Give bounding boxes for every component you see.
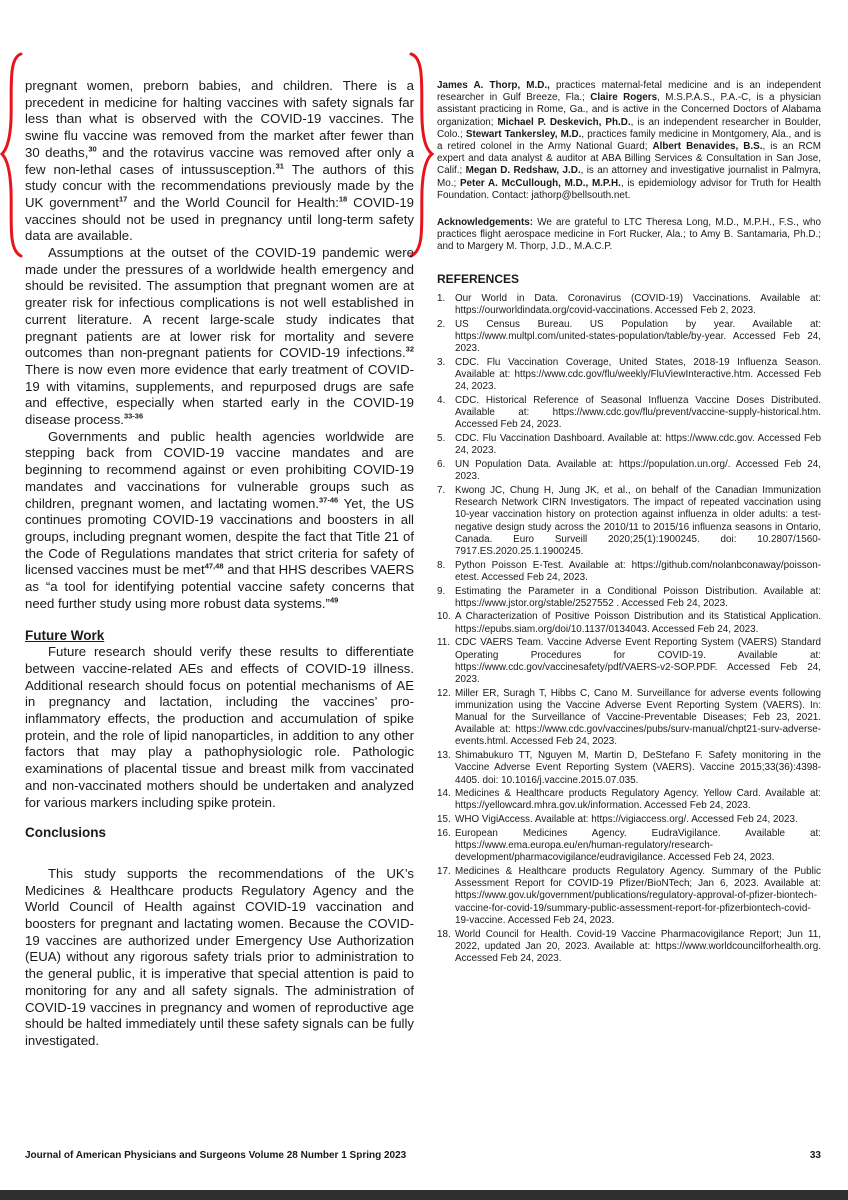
author-name: Stewart Tankersley, M.D.: [465, 128, 582, 140]
reference-item: [437, 828, 821, 865]
reference-text: Medicines & Healthcare products Regulatory Agency. Summary of the Public Assessment Report for COVID-19 Pfizer/BioNTech; Jan 6, 2023. Available at: https://www.gov.uk/government/publications/regulatory-approval-of-pfizer-biontech-vaccine-for-covid-19/summary-public-assessment-report-for-pfizerbiontech-covid-19-vaccine. Accessed Feb 24, 2023.: [455, 865, 821, 926]
author-description: , is epidemiology advisor for Truth for Health Foundation. Contact: jathorp@bellsouth.net.: [437, 177, 821, 201]
author-name: Claire Rogers: [590, 92, 658, 104]
reference-text: World Council for Health. Covid-19 Vaccine Pharmacovigilance Report; Jun 11, 2022, updated Jan 20, 2023. Available at: https://www.worldcouncilforhealth.org. Accessed Feb 24, 2023.: [455, 928, 821, 964]
reference-number: 4.: [437, 394, 446, 406]
author-description: practices maternal-fetal medicine and is an independent researcher in Gulf Breeze, Fla.;: [437, 80, 821, 104]
reference-number: 7.: [437, 484, 446, 496]
reference-item: [437, 459, 821, 483]
reference-number: 10.: [437, 611, 451, 623]
reference-text: Our World in Data. Coronavirus (COVID-19) Vaccinations. Available at: https://ourworldindata.org/covid-vaccinations. Accessed Feb 2, 2023.: [455, 292, 821, 317]
reference-number: 18.: [437, 928, 451, 940]
reference-text: US Census Bureau. US Population by year. Available at: https://www.multpl.com/united-states-population/table/by-year. Accessed Feb 24, 2023.: [455, 318, 821, 355]
reference-item: [437, 688, 821, 749]
reference-text: UN Population Data. Available at: https://population.un.org/. Accessed Feb 24, 2023.: [455, 458, 821, 483]
reference-item: [437, 750, 821, 787]
future-work-paragraph: Future research should verify these results to differentiate between vaccine-related AEs and effects of COVID-19 illness. Additional research should focus on potential mechanisms of AE in pregnancy and lactation, including the vaccines’ pro-inflammatory effects, the production and accumulation of spike protein, and the role of lipid nanoparticles, in addition to any other factors that may play a pathophysiologic role. Pathologic examinations of placental tissue and breast milk from vaccinated and non-vaccinated mothers should be undertaken and analyzed for various markers including spike protein.: [25, 644, 414, 810]
author-name: James A. Thorp, M.D.,: [437, 80, 550, 91]
reference-number: 9.: [437, 585, 446, 597]
reference-number: 15.: [437, 814, 451, 826]
page-footer: [25, 1150, 821, 1161]
reference-item: [437, 586, 821, 610]
reference-item: [437, 357, 821, 394]
conclusions-heading: Conclusions: [25, 825, 107, 841]
reference-number: 11.: [437, 637, 450, 649]
left-annotation-bracket: [0, 50, 26, 260]
reference-text: A Characterization of Positive Poisson Distribution and its Statistical Application. https://epubs.siam.org/doi/10.1137/0134043. Accessed Feb 24, 2023.: [455, 611, 821, 635]
right-bracket-stroke: [411, 54, 432, 256]
reference-number: 2.: [437, 318, 446, 330]
author-description: , M.S.P.A.S., P.A.-C, is a physician assistant practicing in Rome, Ga., and is active in the Concerned Doctors of Alabama organization;: [437, 92, 822, 128]
author-name: Peter A. McCullough, M.D., M.P.H.: [459, 177, 621, 189]
reference-item: [437, 929, 821, 966]
author-description: , is an independent researcher in Boulder, Colo.;: [437, 116, 821, 140]
reference-number: 16.: [437, 827, 451, 839]
reference-number: 12.: [437, 687, 451, 699]
right-column: [437, 80, 821, 967]
reference-text: Medicines & Healthcare products Regulatory Agency. Yellow Card. Available at: https://yellowcard.mhra.gov.uk/information. Accessed Feb 24, 2023.: [455, 788, 821, 812]
paragraph-governments: Governments and public health agencies worldwide are stepping back from COVID-19 vaccine mandates and are beginning to recommend against or even prohibiting COVID-19 mandates and vaccinations for vulnerable groups such as children, pregnant women, and lactating women.$^{37-46}$ Yet, the US continues promoting COVID-19 vaccinations and boosters in all groups, including pregnant women, despite the fact that Title 21 of the Code of Regulations mandates that strict criteria for safety of licensed vaccines must be met$^{47,48}$ and that HHS describes VAERS as “a tool for identifying potential vaccine safety concerns that need further study using more robust data systems.”$^{49}$: [25, 428, 414, 611]
reference-text: Estimating the Parameter in a Conditional Poisson Distribution. Available at: https://www.jstor.org/stable/2527552 . Accessed Feb 24, 2023.: [455, 585, 821, 609]
reference-text: CDC VAERS Team. Vaccine Adverse Event Reporting System (VAERS) Standard Operating Procedures for COVID-19. Available at: https://www.cdc.gov/vaccinesafety/pdf/VAERS-v2-SOP.PDF. Accessed Feb 24, 2023.: [455, 637, 821, 685]
reference-number: 6.: [437, 458, 446, 470]
future-work-heading: Future Work: [25, 627, 105, 643]
reference-text: Kwong JC, Chung H, Jung JK, et al., on behalf of the Canadian Immunization Research Network CIRN Investigators. The impact of repeated vaccination using 10-year vaccination history on protection against influenza in older adults: a test-negative design study across the 2010/11 to 2015/16 influenza seasons in Ontario, Canada. Euro Surveill 2020;25(1):1900245. doi: 10.2807/1560-7917.ES.2020.25.1.1900245.: [455, 484, 821, 557]
reference-text: WHO VigiAccess. Available at: https://vigiaccess.org/. Accessed Feb 24, 2023.: [455, 814, 798, 826]
paragraph-halting-vaccines: pregnant women, preborn babies, and children. There is a precedent in medicine for halting vaccines with safety signals far less than what is observed with the COVID-19 vaccines. The swine flu vaccine was removed from the market after fewer than 30 deaths,$^{30}$ and the rotavirus vaccine was removed after only a few non-lethal cases of intussusception.$^{31}$ The authors of this study concur with the recommendations previously made by the UK government$^{17}$ and the World Council for Health:$^{18}$ COVID-19 vaccines should not be used in pregnancy until long-term safety data are available.: [25, 78, 415, 244]
author-name: Albert Benavides, B.S.: [652, 141, 763, 153]
reference-number: 17.: [437, 865, 451, 877]
reference-text: Python Poisson E-Test. Available at: https://github.com/nolanbconaway/poisson-etest. Accessed Feb 24, 2023.: [455, 559, 821, 583]
reference-number: 14.: [437, 788, 451, 800]
left-bracket-stroke: [2, 54, 21, 256]
reference-text: CDC. Flu Vaccination Coverage, United States, 2018-19 Influenza Season. Available at: https://www.cdc.gov/flu/weekly/FluViewInteractive.htm. Accessed Feb 24, 2023.: [455, 356, 821, 393]
reference-item: [437, 814, 821, 826]
reference-item: [437, 433, 821, 457]
author-name: Megan D. Redshaw, J.D.: [465, 165, 581, 177]
acknowledgements: Acknowledgements: We are grateful to LTC Theresa Long, M.D., M.P.H., F.S., who practices flight aerospace medicine in Fort Rucker, Ala.; to Amy B. Santamaria, Ph.D.; and to Margery M. Thorp, J.D., M.A.C.P.: [437, 217, 821, 253]
reference-item: [437, 319, 821, 356]
reference-item: [437, 293, 821, 317]
reference-number: 1.: [437, 292, 446, 304]
author-description: , is an attorney and investigative journalist in Palmyra, Mo.;: [437, 165, 821, 189]
reference-text: CDC. Historical Reference of Seasonal Influenza Vaccine Doses Distributed. Available at: https://www.cdc.gov/flu/prevent/vaccine-supply-historical.htm. Accessed Feb 24, 2023.: [455, 394, 821, 431]
author-description: , is an RCM expert and data analyst & auditor at ABA Billing Services & Consultation in San Jose, Calif.;: [437, 141, 821, 177]
reference-item: [437, 560, 821, 584]
reference-item: [437, 866, 821, 927]
bottom-scan-edge: [0, 1190, 848, 1200]
reference-number: 8.: [437, 559, 446, 571]
reference-item: [437, 485, 821, 558]
left-column: [25, 78, 414, 1050]
reference-item: [437, 788, 821, 812]
reference-number: 5.: [437, 433, 446, 445]
reference-item: [437, 395, 821, 432]
author-name: Michael P. Deskevich, Ph.D.: [497, 116, 631, 128]
reference-number: 13.: [437, 750, 451, 762]
reference-item: [437, 611, 821, 635]
references-heading: REFERENCES: [437, 271, 520, 286]
reference-text: European Medicines Agency. EudraVigilance. Available at: https://www.ema.europa.eu/en/human-regulatory/research-development/pharmacovigilance/eudravigilance. Accessed Feb 24, 2023.: [455, 827, 821, 864]
references-list: [437, 293, 821, 965]
paragraph-assumptions: Assumptions at the outset of the COVID-19 pandemic were made under the pressures of a worldwide health emergency and should be revisited. The assumption that pregnant women are at greater risk for infectious complications is not well established in current literature. A recent large-scale study indicates that pregnant patients are at lower risk for mortality and severe outcomes than non-pregnant patients for COVID-19 infections.$^{32}$ There is now even more evidence that early treatment of COVID-19 with vitamins, supplements, and repurposed drugs are safe and effective, especially when started early in the COVID-19 disease process.$^{33-36}$: [25, 245, 414, 428]
reference-item: [437, 637, 821, 686]
reference-text: CDC. Flu Vaccination Dashboard. Available at: https://www.cdc.gov. Accessed Feb 24, 2023.: [455, 433, 821, 457]
reference-text: Miller ER, Suragh T, Hibbs C, Cano M. Surveillance for adverse events following immunization using the Vaccine Adverse Event Reporting System (VAERS). In: Manual for the Surveillance of Vaccine-Preventable Diseases; Feb 23, 2021. Available at: https://www.cdc.gov/vaccines/pubs/surv-manual/chpt21-surv-adverse-events.html. Accessed Feb 24, 2023.: [455, 687, 821, 748]
reference-number: 3.: [437, 356, 446, 368]
journal-citation: Journal of American Physicians and Surgeons Volume 28 Number 1 Spring 2023: [25, 1150, 407, 1161]
author-affiliations: [437, 80, 821, 202]
author-description: , practices family medicine in Montgomery, Ala., and is a retired colonel in the Army National Guard;: [437, 128, 821, 153]
page-number: 33: [809, 1150, 821, 1161]
reference-text: Shimabukuro TT, Nguyen M, Martin D, DeStefano F. Safety monitoring in the Vaccine Adverse Event Reporting System (VAERS). Vaccine 2015;33(36):4398-4405. doi: 10.1016/j.vaccine.2015.07.035.: [455, 750, 821, 786]
conclusions-paragraph: This study supports the recommendations of the UK’s Medicines & Healthcare products Regulatory Agency and the World Council of Health against COVID-19 vaccination and boosters for pregnant and lactating women. Because the COVID-19 vaccines are authorized under Emergency Use Authorization (EUA) without any rigorous safety trials prior to administration to the general public, it is imperative that special attention is paid to monitoring for any and all safety signals. The administration of COVID-19 vaccines in pregnancy and women of reproductive age should be halted immediately until these safety signals can be fully investigated.: [25, 865, 414, 1048]
